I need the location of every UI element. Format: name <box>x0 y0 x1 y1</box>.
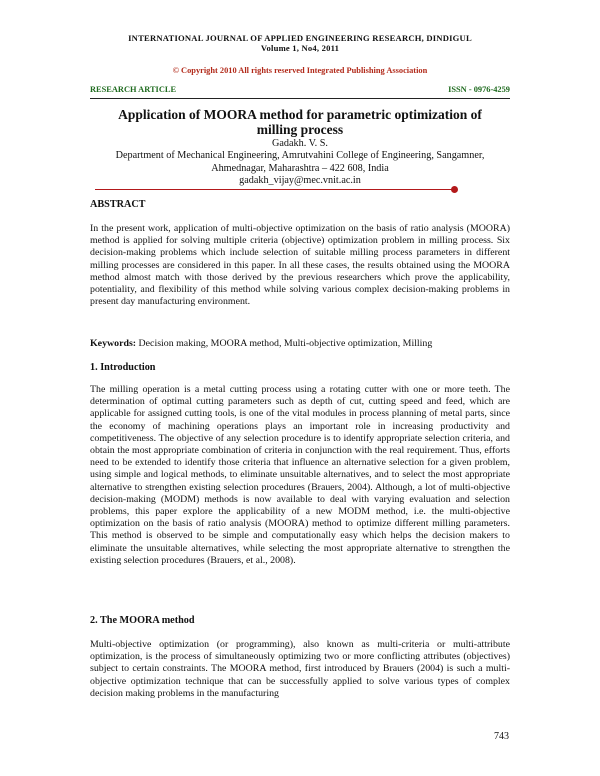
article-type: RESEARCH ARTICLE <box>90 85 177 94</box>
issn: ISSN - 0976-4259 <box>448 85 510 94</box>
author-affiliation-1: Department of Mechanical Engineering, Amrutvahini College of Engineering, Sangamner, <box>115 150 485 162</box>
moora-text: Multi-objective optimization (or programming), also known as multi-criteria or multi-attribute optimization, is the process of simultaneously optimizing two or more conflicting attributes (objectives) subject to certain constraints. The MOORA method, first introduced by Brauers (2004) is such a multi-objective optimization technique that can be successfully applied to solve various types of complex decision making problems in the manufacturing <box>90 639 510 699</box>
decorative-red-rule <box>95 189 455 190</box>
author-affiliation-2: Ahmednagar, Maharashtra – 422 608, India <box>211 162 389 174</box>
keywords-label: Keywords: <box>90 338 137 349</box>
header-divider <box>90 98 510 99</box>
section-heading-moora: 2. The MOORA method <box>90 615 195 626</box>
decorative-red-dot <box>451 186 458 193</box>
author-email: gadakh_vijay@mec.vnit.ac.in <box>239 174 361 186</box>
page-number: 743 <box>494 731 509 742</box>
author-name: Gadakh. V. S. <box>272 138 328 149</box>
abstract-text: In the present work, application of multi-objective optimization on the basis of ratio analysis (MOORA) method is applied for solving multiple criteria (objective) optimization problem in milling process. Six decision-making problems which include selection of suitable milling process parameters in different milling processes are considered in this paper. In all these cases, the results obtained using the MOORA method almost match with those derived by the previous researchers which prove the applicability, potentiality, and flexibility of this method while solving various complex decision-making problems in present day manufacturing environment. <box>90 223 510 308</box>
journal-header <box>0 33 600 53</box>
journal-volume: Volume 1, No4, 2011 <box>260 43 340 53</box>
copyright-notice: © Copyright 2010 All rights reserved Integrated Publishing Association <box>172 66 428 75</box>
keywords <box>90 338 510 349</box>
paper-title: Application of MOORA method for parametric optimization of milling process <box>118 107 482 137</box>
journal-name: INTERNATIONAL JOURNAL OF APPLIED ENGINEERING RESEARCH, DINDIGUL <box>128 33 472 43</box>
section-heading-introduction: 1. Introduction <box>90 362 156 373</box>
keywords-text: Decision making, MOORA method, Multi-objective optimization, Milling <box>138 338 433 349</box>
introduction-text: The milling operation is a metal cutting process using a rotating cutter with one or more teeth. The determination of optimal cutting parameters such as depth of cut, cutting speed and feed, which are applicable for assigned cutting tools, is one of the vital modules in process planning of metal parts, since the economy of machining operations plays an important role in increasing productivity and competitiveness. The objective of any selection procedure is to identify appropriate selection criteria, and obtain the most appropriate combination of criteria in conjunction with the real requirement. Thus, efforts need to be extended to identify those criteria that influence an alternative selection for a given problem, using simple and logical methods, to eliminate unsuitable alternatives, and to select the most appropriate alternative to strengthen existing selection procedures (Brauers, 2004). Although, a lot of multi-objective decision-making (MODM) methods is now available to deal with varying evaluation and selection problems, this paper explore the applicability of a new MODM method, i.e. the multi-objective optimization on the basis of ratio analysis (MOORA) method to optimize different milling parameters. This method is observed to be simple and computationally easy which helps the decision makers to eliminate the unsuitable alternatives, while selecting the most appropriate alternative to strengthen the existing selection procedures (Brauers, et al., 2008). <box>90 384 510 566</box>
abstract-heading: ABSTRACT <box>90 199 146 210</box>
author-block <box>80 138 520 187</box>
